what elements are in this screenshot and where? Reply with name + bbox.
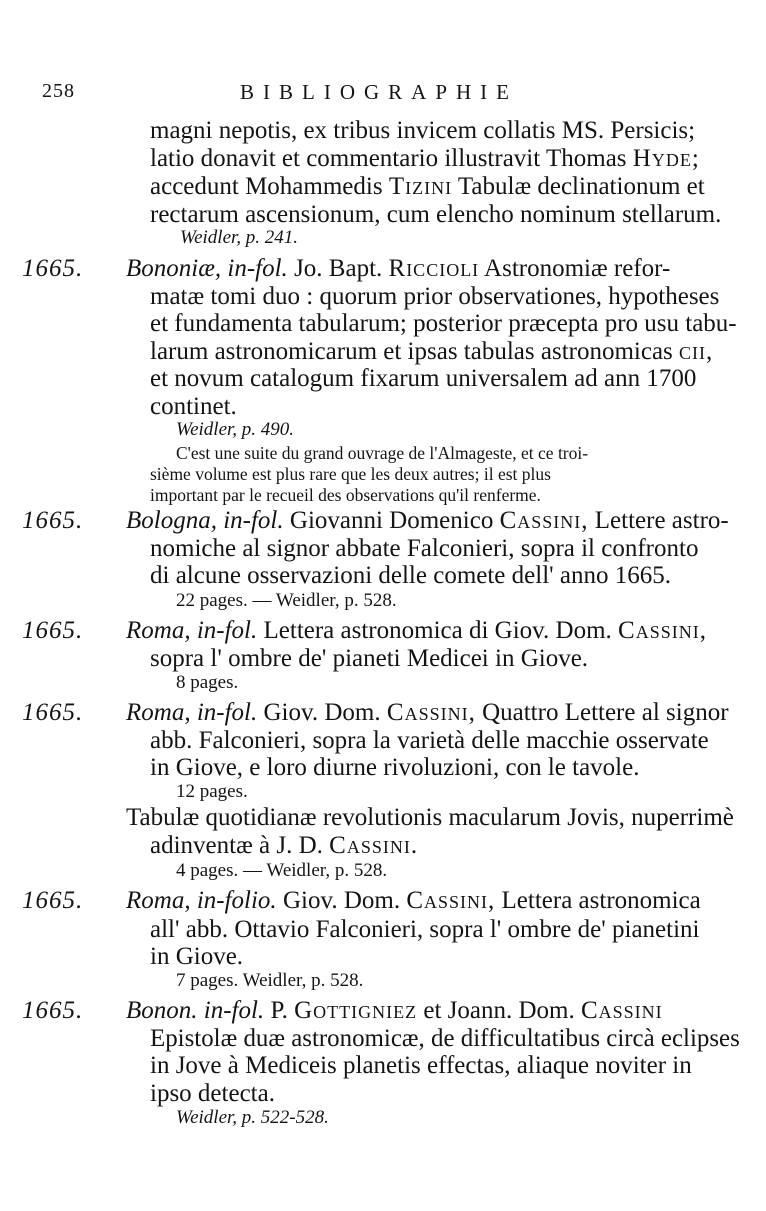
text-span: larum astronomicarum et ipsas tabulas astronomicas xyxy=(150,338,680,365)
author-name: Cassini. xyxy=(329,832,419,859)
entry-year: 1665. xyxy=(22,507,84,534)
imprint: Bononiæ, in-fol. xyxy=(126,255,288,282)
text-span: Giovanni Domenico xyxy=(283,507,500,534)
text-line xyxy=(150,832,418,860)
text-span: Quattro Lettere al signor xyxy=(475,699,729,726)
reference: 4 pages. — Weidler, p. 528. xyxy=(176,860,388,881)
note-line: sième volume est plus rare que les deux autres; il est plus xyxy=(150,464,551,484)
text-line: magni nepotis, ex tribus invicem collatis MS. Persicis; xyxy=(150,117,696,144)
page-number: 258 xyxy=(42,80,75,102)
text-span: Giov. Dom. xyxy=(257,699,387,726)
text-line xyxy=(150,338,713,366)
entry-first-line xyxy=(126,997,663,1025)
text-line: et novum catalogum fixarum universalem ad ann 1700 xyxy=(150,365,697,392)
author-name: Gottigniez xyxy=(294,997,418,1024)
text-line: Tabulæ quotidianæ revolutionis macularum Jovis, nuperrimè xyxy=(126,804,734,831)
text-span: et Joann. Dom. xyxy=(417,997,581,1024)
imprint: Roma, in-fol. xyxy=(126,617,258,644)
author-name: Cassini, xyxy=(386,699,476,726)
entry-first-line xyxy=(126,699,729,727)
entry-year: 1665. xyxy=(22,617,84,644)
text-line: in Giove. xyxy=(150,943,244,970)
entry-year: 1665. xyxy=(22,255,84,282)
text-line: in Jove à Mediceis planetis effectas, aliaque noviter in xyxy=(150,1052,692,1079)
author-name: Cassini, xyxy=(406,887,496,914)
text-span: Tabulæ declinationum et xyxy=(452,173,705,200)
reference: 22 pages. — Weidler, p. 528. xyxy=(176,590,397,611)
text-span: Giov. Dom. xyxy=(276,887,407,914)
reference: Weidler, p. 490. xyxy=(176,419,295,440)
reference: 7 pages. Weidler, p. 528. xyxy=(176,970,364,991)
note-line: C'est une suite du grand ouvrage de l'Almageste, et ce troi- xyxy=(176,443,589,463)
author-name: Hyde; xyxy=(632,145,700,172)
entry-year: 1665. xyxy=(22,699,84,726)
text-span: P. xyxy=(264,997,295,1024)
imprint: Bologna, in-fol. xyxy=(126,507,284,534)
text-span: Lettera astronomica di Giov. Dom. xyxy=(257,617,619,644)
imprint: Roma, in-fol. xyxy=(126,699,258,726)
entry-year: 1665. xyxy=(22,887,84,914)
text-line: abb. Falconieri, sopra la varietà delle macchie osservate xyxy=(150,727,709,754)
text-span: latio donavit et commentario illustravit Thomas xyxy=(150,145,633,172)
entry-first-line xyxy=(126,617,707,645)
reference: 12 pages. xyxy=(176,781,248,802)
running-title: BIBLIOGRAPHIE xyxy=(240,80,518,104)
page-header xyxy=(0,78,766,108)
roman-numeral: cii, xyxy=(679,338,714,365)
text-span: Astronomiæ refor- xyxy=(479,255,671,282)
reference: Weidler, p. 522-528. xyxy=(176,1107,329,1128)
text-line: continet. xyxy=(150,393,237,420)
text-line xyxy=(150,173,705,201)
reference: Weidler, p. 241. xyxy=(180,227,299,248)
text-line: di alcune osservazioni delle comete dell' anno 1665. xyxy=(150,562,671,589)
text-line: in Giove, e loro diurne rivoluzioni, con le tavole. xyxy=(150,754,640,781)
text-line: matæ tomi duo : quorum prior observationes, hypotheses xyxy=(150,283,720,310)
text-span: Lettera astronomica xyxy=(495,887,701,914)
author-name: Riccioli xyxy=(388,255,480,282)
imprint: Roma, in-folio. xyxy=(126,887,277,914)
text-line: ipso detecta. xyxy=(150,1080,275,1107)
author-name: Cassini, xyxy=(499,507,589,534)
text-line: sopra l' ombre de' pianeti Medicei in Giove. xyxy=(150,645,589,672)
text-line xyxy=(150,145,700,173)
author-name: Cassini xyxy=(580,997,663,1024)
entry-first-line xyxy=(126,255,670,283)
note-line: important par le recueil des observations qu'il renferme. xyxy=(150,485,541,505)
text-span: accedunt Mohammedis xyxy=(150,173,389,200)
entry-year: 1665. xyxy=(22,997,84,1024)
text-line: et fundamenta tabularum; posterior præcepta pro usu tabu- xyxy=(150,310,737,337)
author-name: Cassini, xyxy=(618,617,707,644)
text-span: adinventæ à J. D. xyxy=(150,832,330,859)
reference: 8 pages. xyxy=(176,672,239,693)
text-line: rectarum ascensionum, cum elencho nominum stellarum. xyxy=(150,201,722,228)
entry-first-line xyxy=(126,887,701,915)
text-line: nomiche al signor abbate Falconieri, sopra il confronto xyxy=(150,535,699,562)
text-span: Jo. Bapt. xyxy=(287,255,389,282)
entry-first-line xyxy=(126,507,729,535)
imprint: Bonon. in-fol. xyxy=(126,997,265,1024)
text-line: Epistolæ duæ astronomicæ, de difficultatibus circà eclipses xyxy=(150,1025,740,1052)
text-span: Lettere astro- xyxy=(588,507,729,534)
text-line: all' abb. Ottavio Falconieri, sopra l' ombre de' pianetini xyxy=(150,916,700,943)
author-name: Tizini xyxy=(388,173,453,200)
